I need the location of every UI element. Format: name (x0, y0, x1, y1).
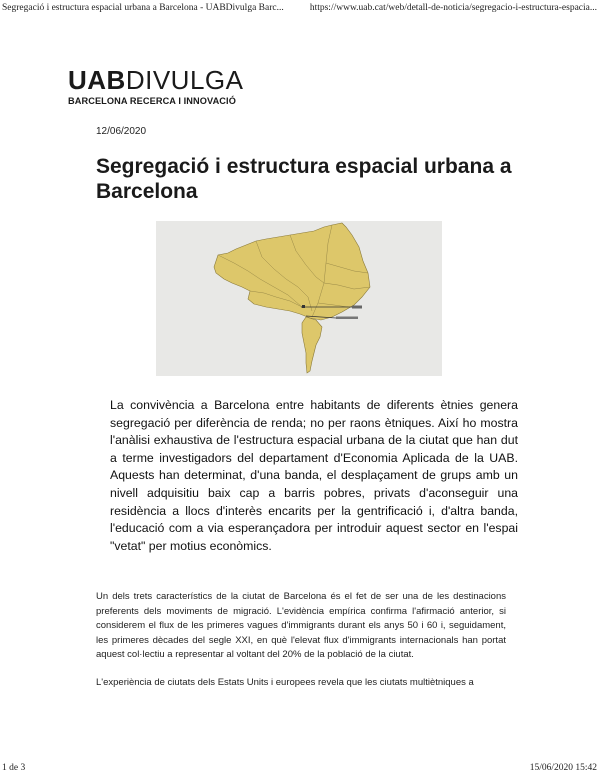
logo-wordmark (68, 65, 244, 95)
map-annotation-label (336, 317, 358, 320)
map-annotation-label (352, 306, 362, 309)
article-title: Segregació i estructura espacial urbana a Barcelona (96, 155, 512, 203)
map-city-shape (214, 223, 370, 320)
print-datetime: 15/06/2020 15:42 (529, 763, 597, 773)
logo-divulga-text: DIVULGA (125, 65, 244, 95)
print-page-url[interactable]: https://www.uab.cat/web/detall-de-noticia/segregacio-i-estructura-espacia... (309, 3, 597, 13)
logo-tagline: BARCELONA RECERCA I INNOVACIÓ (68, 96, 236, 106)
barcelona-districts-map (156, 221, 442, 376)
print-page-title: Segregació i estructura espacial urbana a Barcelona - UABDivulga Barc... (2, 3, 284, 13)
barcelona-map-image (156, 221, 442, 376)
article-date: 12/06/2020 (96, 126, 147, 137)
uab-divulga-logo[interactable] (68, 65, 244, 107)
map-marker (302, 305, 305, 308)
article-paragraph: Un dels trets característics de la ciutat de Barcelona és el fet de ser una de les destinacions preferents dels moviments de migració. L'evidència empírica confirma l'afirmació anterior, si considerem el flux de les primeres vagues d'immigrants durant els anys 50 i 60 i, seguidament, les primeres dècades del segle XXI, en què l'elevat flux d'immigrants internacionals han portat aquest col·lectiu a representar al voltant del 20% de la població de la ciutat. (96, 591, 506, 661)
print-footer (0, 762, 600, 776)
print-header (0, 0, 600, 16)
article-paragraph: L'experiència de ciutats dels Estats Units i europees revela que les ciutats multiètniques a (96, 677, 474, 688)
article-lead: La convivència a Barcelona entre habitants de diferents ètnies genera segregació per diferència de renda; no per raons ètniques. Així ho mostra l'anàlisi exhaustiva de l'estructura espacial urbana de la ciutat que han dut a terme investigadors del departament d'Economia Aplicada de la UAB. Aquests han determinat, d'una banda, el desplaçament de grups amb un nivell adquisitiu baix cap a barris pobres, privats d'aconseguir una residència a llocs d'interès encarits per la gentrificació i, d'altra banda, l'educació com a via esperançadora per introduir aquest sector en l'espai "vetat" per motius econòmics. (110, 398, 518, 553)
logo-uab-text: UAB (68, 65, 126, 95)
map-port-area (302, 317, 322, 373)
print-page-number: 1 de 3 (2, 763, 26, 773)
